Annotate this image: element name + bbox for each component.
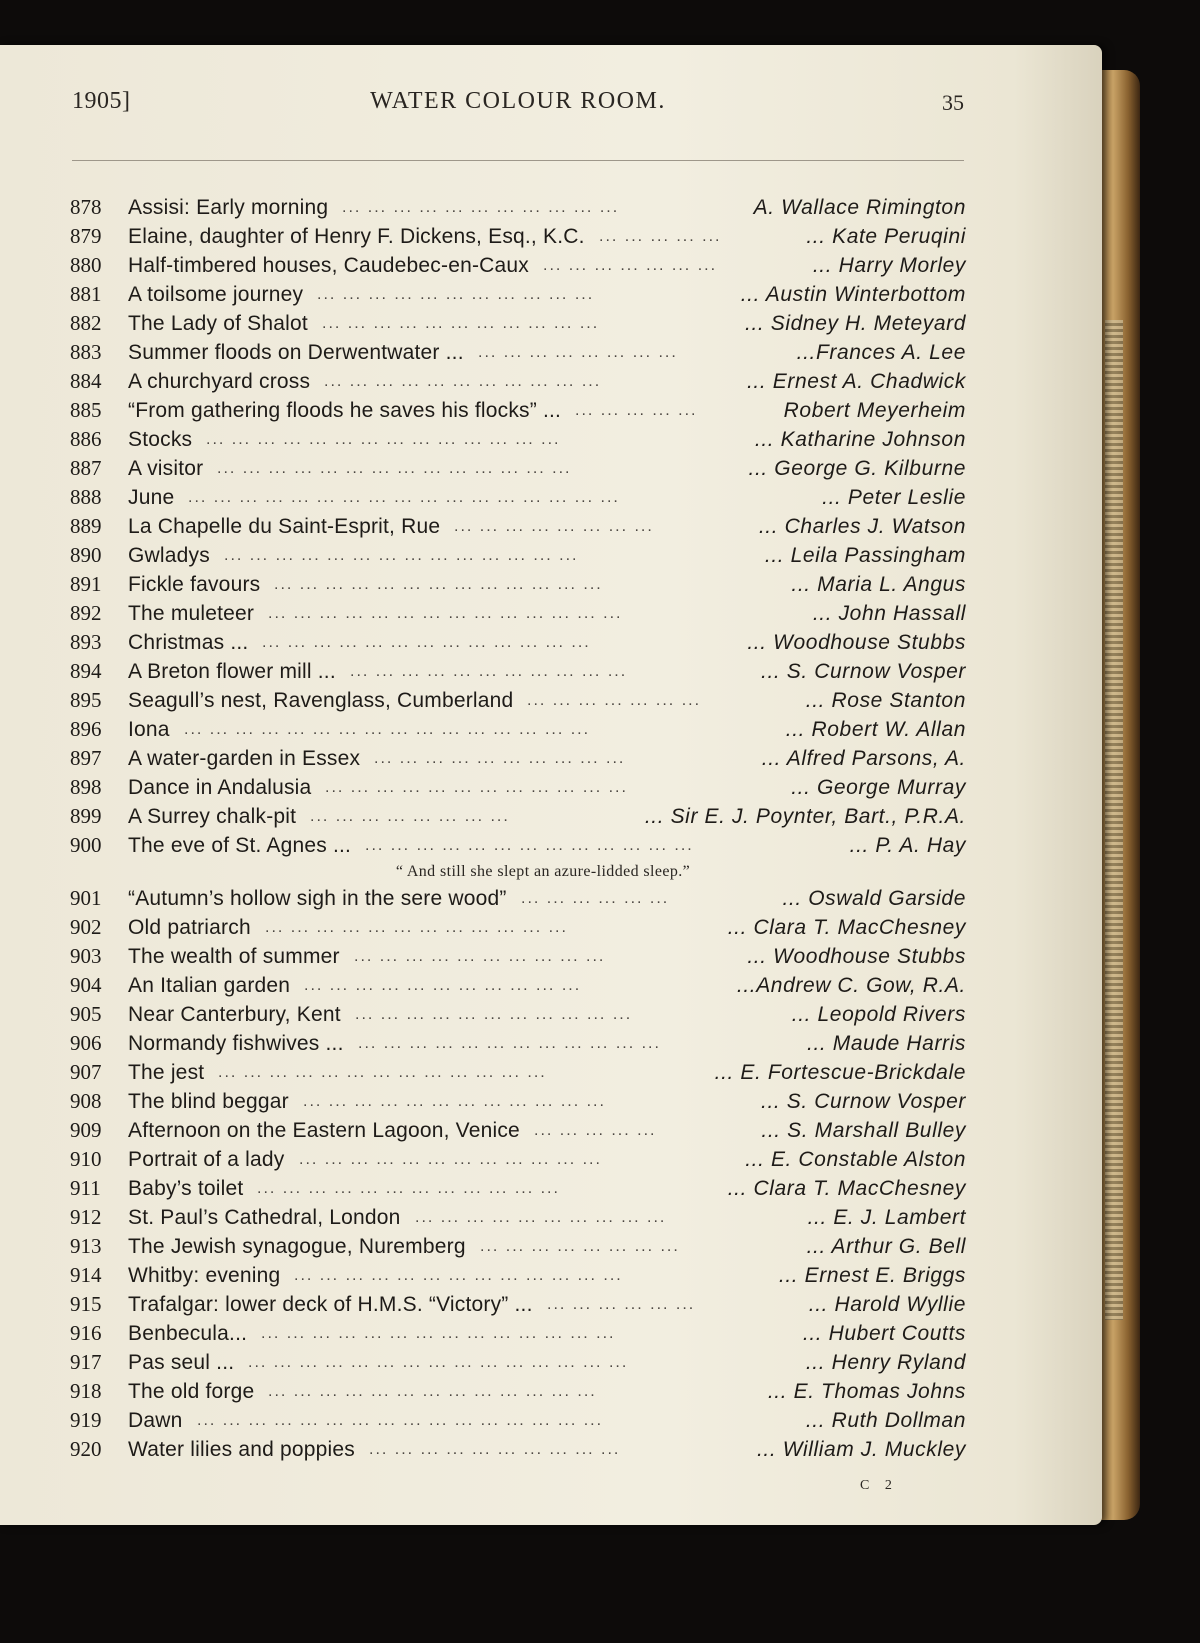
leader-dots: ... ... ... ... ... ... ... ... ... ... ... ... ... ...: [217, 460, 572, 477]
leader-dots: ... ... ... ... ... ... ... ... ... ...: [374, 750, 626, 767]
entry-number: 900: [70, 833, 102, 857]
entry-number: 893: [70, 630, 102, 654]
leader-dots: ... ... ... ... ... ... ... ...: [480, 1238, 680, 1255]
leader-dots: ... ... ... ... ... ... ... ... ... ... ... ...: [358, 1035, 661, 1052]
entry-artist: ... E. Constable Alston: [745, 1148, 966, 1171]
entry-artist: ... Harry Morley: [812, 254, 966, 277]
leader-dots: ... ... ... ... ... ... ... ... ... ... ... ... ... ...: [268, 605, 623, 622]
catalogue-entry: [70, 396, 966, 425]
leader-dots: ... ... ... ... ... ...: [547, 1296, 696, 1313]
catalogue-entry: [70, 628, 966, 657]
catalogue-entry: [70, 1174, 966, 1203]
entry-title: Near Canterbury, Kent: [128, 1003, 341, 1026]
entry-artist: ... Woodhouse Stubbs: [747, 945, 966, 968]
entry-title: A Surrey chalk-pit: [128, 805, 297, 828]
entry-number: 919: [70, 1408, 102, 1432]
entry-title: Fickle favours: [128, 573, 261, 596]
catalogue-entry: [70, 1058, 966, 1087]
running-header: [72, 88, 964, 128]
header-title: WATER COLOUR ROOM.: [370, 88, 666, 114]
entry-number: 897: [70, 746, 102, 770]
entry-title: The Jewish synagogue, Nuremberg: [128, 1235, 466, 1258]
entry-artist: ... S. Curnow Vosper: [761, 1090, 966, 1113]
entry-number: 917: [70, 1350, 102, 1374]
entry-title: Normandy fishwives ...: [128, 1032, 344, 1055]
catalogue-entry: [70, 251, 966, 280]
entry-quote: “ And still she slept an azure-lidded sleep.”: [395, 863, 691, 880]
leader-dots: ... ... ... ... ... ... ... ... ... ... ... ...: [299, 1151, 602, 1168]
entry-number: 878: [70, 195, 102, 219]
entry-title: Assisi: Early morning: [128, 196, 329, 219]
catalogue-entry: [70, 884, 966, 913]
page-number: 35: [942, 90, 964, 115]
leader-dots: ... ... ... ... ... ... ... ... ... ... ...: [317, 286, 595, 303]
leader-dots: ... ... ... ... ... ... ... ... ... ... ... ... ...: [294, 1267, 623, 1284]
leader-dots: ... ... ... ... ... ... ... ... ... ... ...: [350, 663, 628, 680]
leader-dots: ... ... ... ... ... ... ... ... ... ... ... ... ... ... ... ... ...: [188, 489, 620, 506]
entry-title: Benbecula...: [128, 1322, 248, 1345]
page-edges: [1105, 320, 1123, 1320]
leader-dots: ... ... ... ... ...: [599, 228, 722, 245]
entry-title: Christmas ...: [128, 631, 249, 654]
entry-number: 899: [70, 804, 102, 828]
entry-title: Dawn: [128, 1409, 183, 1432]
catalogue-entry: [70, 570, 966, 599]
entry-title: “Autumn’s hollow sigh in the sere wood”: [128, 887, 507, 910]
entry-number: 884: [70, 369, 102, 393]
entry-artist: ... Ruth Dollman: [805, 1409, 966, 1432]
leader-dots: ... ... ... ... ... ... ... ... ... ... ...: [304, 977, 582, 994]
leader-dots: ... ... ... ... ... ... ... ... ... ... ... ... ... ... ... ...: [184, 721, 591, 738]
catalogue-entry: [70, 1116, 966, 1145]
entry-artist: ... Kate Peruqini: [806, 225, 966, 248]
leader-dots: ... ... ... ... ... ... ... ... ... ... ... ... ...: [262, 634, 591, 651]
entry-title: The eve of St. Agnes ...: [128, 834, 352, 857]
entry-title: Elaine, daughter of Henry F. Dickens, Esq., K.C.: [128, 225, 585, 248]
entry-number: 887: [70, 456, 102, 480]
entry-artist: ... E. Fortescue-Brickdale: [714, 1061, 966, 1084]
entry-number: 898: [70, 775, 102, 799]
entry-title: The jest: [128, 1061, 205, 1084]
entry-artist: ... E. Thomas Johns: [767, 1380, 966, 1403]
catalogue-entry: [70, 483, 966, 512]
catalogue-entry: [70, 913, 966, 942]
leader-dots: ... ... ... ... ... ... ... ... ... ...: [369, 1441, 621, 1458]
entry-number: 914: [70, 1263, 102, 1287]
entry-artist: ... Woodhouse Stubbs: [747, 631, 966, 654]
entry-title: La Chapelle du Saint-Esprit, Rue: [128, 515, 441, 538]
entry-artist: ... William J. Muckley: [756, 1438, 966, 1461]
entry-artist: ... Clara T. MacChesney: [727, 916, 966, 939]
catalogue-entry: [70, 193, 966, 222]
catalogue-entry: [70, 1000, 966, 1029]
entry-title: Portrait of a lady: [128, 1148, 285, 1171]
leader-dots: ... ... ... ... ... ... ... ... ... ... ... ... ... ...: [224, 547, 579, 564]
catalogue-entry: [70, 512, 966, 541]
entry-title: A toilsome journey: [128, 283, 304, 306]
entry-title: An Italian garden: [128, 974, 291, 997]
leader-dots: ... ... ... ... ... ... ... ...: [310, 808, 510, 825]
catalogue-entry: [70, 541, 966, 570]
leader-dots: ... ... ... ... ...: [575, 402, 698, 419]
leader-dots: ... ... ... ... ... ... ... ... ... ... ... ... ...: [218, 1064, 547, 1081]
entry-title: Dance in Andalusia: [128, 776, 312, 799]
entry-artist: ...Andrew C. Gow, R.A.: [736, 974, 966, 997]
catalogue-entry: [70, 1319, 966, 1348]
entry-artist: ... Rose Stanton: [805, 689, 966, 712]
leader-dots: ... ... ... ... ... ... ... ... ... ... ... ... ... ...: [206, 431, 561, 448]
entry-number: 904: [70, 973, 102, 997]
entry-number: 916: [70, 1321, 102, 1345]
catalogue-entry: [70, 971, 966, 1000]
entry-artist: ... Charles J. Watson: [758, 515, 966, 538]
entry-number: 883: [70, 340, 102, 364]
entry-number: 905: [70, 1002, 102, 1026]
entry-number: 912: [70, 1205, 102, 1229]
catalogue-entry: [70, 599, 966, 628]
entry-number: 906: [70, 1031, 102, 1055]
entry-title: Whitby: evening: [128, 1264, 281, 1287]
entry-title: Seagull’s nest, Ravenglass, Cumberland: [128, 689, 514, 712]
entry-number: 888: [70, 485, 102, 509]
catalogue-entry: [70, 1290, 966, 1319]
entry-title: Trafalgar: lower deck of H.M.S. “Victory” ...: [128, 1293, 533, 1316]
entry-title: The muleteer: [128, 602, 255, 625]
leader-dots: ... ... ... ... ... ... ...: [543, 257, 718, 274]
entry-number: 886: [70, 427, 102, 451]
leader-dots: ... ... ... ... ... ... ... ... ... ... ...: [342, 199, 620, 216]
leader-dots: ... ... ... ... ... ... ... ... ... ... ... ...: [325, 779, 628, 796]
leader-dots: ... ... ... ... ... ... ... ... ... ... ... ...: [303, 1093, 606, 1110]
catalogue-entry: [70, 1435, 966, 1464]
entry-artist: ... Ernest A. Chadwick: [747, 370, 966, 393]
entry-number: 894: [70, 659, 102, 683]
catalogue-entry: [70, 222, 966, 251]
catalogue-entry: [70, 686, 966, 715]
catalogue-entry: [70, 338, 966, 367]
entry-artist: ... P. A. Hay: [849, 834, 966, 857]
entry-title: Iona: [128, 718, 170, 741]
catalogue-entry: [70, 1348, 966, 1377]
entry-title: June: [128, 486, 175, 509]
catalogue-entry: [70, 831, 966, 860]
entry-number: 892: [70, 601, 102, 625]
catalogue-entry: [70, 454, 966, 483]
entry-number: 913: [70, 1234, 102, 1258]
entry-artist: ... Robert W. Allan: [785, 718, 966, 741]
entry-title: Old patriarch: [128, 916, 251, 939]
header-rule: [72, 160, 964, 161]
entry-title: Afternoon on the Eastern Lagoon, Venice: [128, 1119, 520, 1142]
leader-dots: ... ... ... ... ... ... ... ...: [478, 344, 678, 361]
catalogue-entry: [70, 280, 966, 309]
catalogue-entry: [70, 657, 966, 686]
leader-dots: ... ... ... ... ... ... ... ... ... ... ...: [324, 373, 602, 390]
catalogue-entry: [70, 802, 966, 831]
entry-artist: ... Ernest E. Briggs: [778, 1264, 966, 1287]
entry-title: The old forge: [128, 1380, 255, 1403]
entry-title: The wealth of summer: [128, 945, 340, 968]
entry-artist: ... Peter Leslie: [822, 486, 966, 509]
leader-dots: ... ... ... ... ... ... ... ... ... ... ...: [355, 1006, 633, 1023]
entry-number: 881: [70, 282, 102, 306]
catalogue-entry: [70, 942, 966, 971]
entry-number: 910: [70, 1147, 102, 1171]
entry-title: Water lilies and poppies: [128, 1438, 355, 1461]
entry-number: 895: [70, 688, 102, 712]
entry-artist: ... Alfred Parsons, A.: [761, 747, 966, 770]
catalogue-entry: [70, 1261, 966, 1290]
catalogue-entry: [70, 367, 966, 396]
entry-number: 890: [70, 543, 102, 567]
header-year: 1905]: [72, 88, 131, 114]
entry-artist: ... Maria L. Angus: [791, 573, 966, 596]
entry-title: Gwladys: [128, 544, 210, 567]
leader-dots: ... ... ... ... ... ... ... ... ... ... ... ... ...: [274, 576, 603, 593]
catalogue-entry: [70, 1203, 966, 1232]
entry-artist: Robert Meyerheim: [783, 399, 966, 422]
entry-artist: ... Sir E. J. Poynter, Bart., P.R.A.: [644, 805, 966, 828]
leader-dots: ... ... ... ... ... ... ... ...: [454, 518, 654, 535]
entry-title: “From gathering floods he saves his flocks” ...: [128, 399, 562, 422]
entry-number: 918: [70, 1379, 102, 1403]
leader-dots: ... ... ... ... ... ... ... ... ... ... ... ...: [265, 919, 568, 936]
catalogue-entry: [70, 773, 966, 802]
entry-number: 889: [70, 514, 102, 538]
catalogue-entry: [70, 1145, 966, 1174]
entry-title: St. Paul’s Cathedral, London: [128, 1206, 401, 1229]
entry-number: 880: [70, 253, 102, 277]
entry-number: 891: [70, 572, 102, 596]
catalogue-entry: [70, 744, 966, 773]
leader-dots: ... ... ... ... ... ... ... ... ... ... ... ...: [257, 1180, 560, 1197]
catalogue-entry: [70, 309, 966, 338]
entry-artist: A. Wallace Rimington: [753, 196, 966, 219]
catalogue-entry: [70, 1029, 966, 1058]
entry-artist: ... Arthur G. Bell: [806, 1235, 966, 1258]
entry-artist: ... S. Marshall Bulley: [761, 1119, 966, 1142]
entry-title: A churchyard cross: [128, 370, 311, 393]
leader-dots: ... ... ... ... ...: [534, 1122, 657, 1139]
entry-artist: ... Harold Wyllie: [808, 1293, 966, 1316]
leader-dots: ... ... ... ... ... ... ...: [527, 692, 702, 709]
entry-number: 909: [70, 1118, 102, 1142]
entry-number: 885: [70, 398, 102, 422]
leader-dots: ... ... ... ... ... ... ... ... ... ... ... ... ... ... ... ...: [197, 1412, 604, 1429]
entry-title: Half-timbered houses, Caudebec-en-Caux: [128, 254, 529, 277]
leader-dots: ... ... ... ... ... ... ... ... ... ... ... ... ... ...: [261, 1325, 616, 1342]
entry-artist: ... Maude Harris: [807, 1032, 966, 1055]
catalogue-entry: [70, 1377, 966, 1406]
entry-number: 908: [70, 1089, 102, 1113]
entry-title: Summer floods on Derwentwater ...: [128, 341, 464, 364]
catalogue-entry: [70, 1406, 966, 1435]
entry-number: 903: [70, 944, 102, 968]
entry-title: The Lady of Shalot: [128, 312, 308, 335]
entry-artist: ... George G. Kilburne: [748, 457, 966, 480]
leader-dots: ... ... ... ... ... ...: [521, 890, 670, 907]
entry-artist: ... Sidney H. Meteyard: [745, 312, 966, 335]
leader-dots: ... ... ... ... ... ... ... ... ... ... ... ... ...: [365, 837, 694, 854]
entry-artist: ... John Hassall: [812, 602, 966, 625]
entry-number: 901: [70, 886, 102, 910]
entry-number: 879: [70, 224, 102, 248]
catalogue-list: [70, 193, 966, 1464]
catalogue-entry: [70, 1232, 966, 1261]
entry-artist: ...Frances A. Lee: [796, 341, 966, 364]
entry-artist: ... Henry Ryland: [805, 1351, 966, 1374]
entry-artist: ... Austin Winterbottom: [740, 283, 966, 306]
catalogue-entry: [70, 715, 966, 744]
entry-title: A water-garden in Essex: [128, 747, 361, 770]
entry-number: 915: [70, 1292, 102, 1316]
entry-artist: ... Leila Passingham: [764, 544, 966, 567]
entry-number: 882: [70, 311, 102, 335]
entry-number: 896: [70, 717, 102, 741]
entry-number: 907: [70, 1060, 102, 1084]
leader-dots: ... ... ... ... ... ... ... ... ... ... ... ... ... ... ...: [248, 1354, 629, 1371]
entry-title: The blind beggar: [128, 1090, 289, 1113]
entry-title: Pas seul ...: [128, 1351, 235, 1374]
entry-artist: ... S. Curnow Vosper: [761, 660, 966, 683]
entry-artist: ... George Murray: [791, 776, 966, 799]
entry-artist: ... Leopold Rivers: [791, 1003, 966, 1026]
entry-title: Baby’s toilet: [128, 1177, 244, 1200]
entry-title: Stocks: [128, 428, 193, 451]
entry-artist: ... Katharine Johnson: [754, 428, 966, 451]
entry-title: A Breton flower mill ...: [128, 660, 336, 683]
leader-dots: ... ... ... ... ... ... ... ... ... ...: [354, 948, 606, 965]
catalogue-entry: [70, 425, 966, 454]
leader-dots: ... ... ... ... ... ... ... ... ... ... ...: [322, 315, 600, 332]
entry-artist: ... E. J. Lambert: [807, 1206, 966, 1229]
entry-artist: ... Clara T. MacChesney: [727, 1177, 966, 1200]
entry-artist: ... Hubert Coutts: [802, 1322, 966, 1345]
entry-artist: ... Oswald Garside: [782, 887, 966, 910]
entry-number: 902: [70, 915, 102, 939]
entry-number: 920: [70, 1437, 102, 1461]
entry-number: 911: [70, 1176, 101, 1200]
signature-mark: C 2: [860, 1478, 898, 1493]
leader-dots: ... ... ... ... ... ... ... ... ... ...: [415, 1209, 667, 1226]
entry-title: A visitor: [128, 457, 204, 480]
catalogue-entry: [70, 1087, 966, 1116]
leader-dots: ... ... ... ... ... ... ... ... ... ... ... ... ...: [268, 1383, 597, 1400]
